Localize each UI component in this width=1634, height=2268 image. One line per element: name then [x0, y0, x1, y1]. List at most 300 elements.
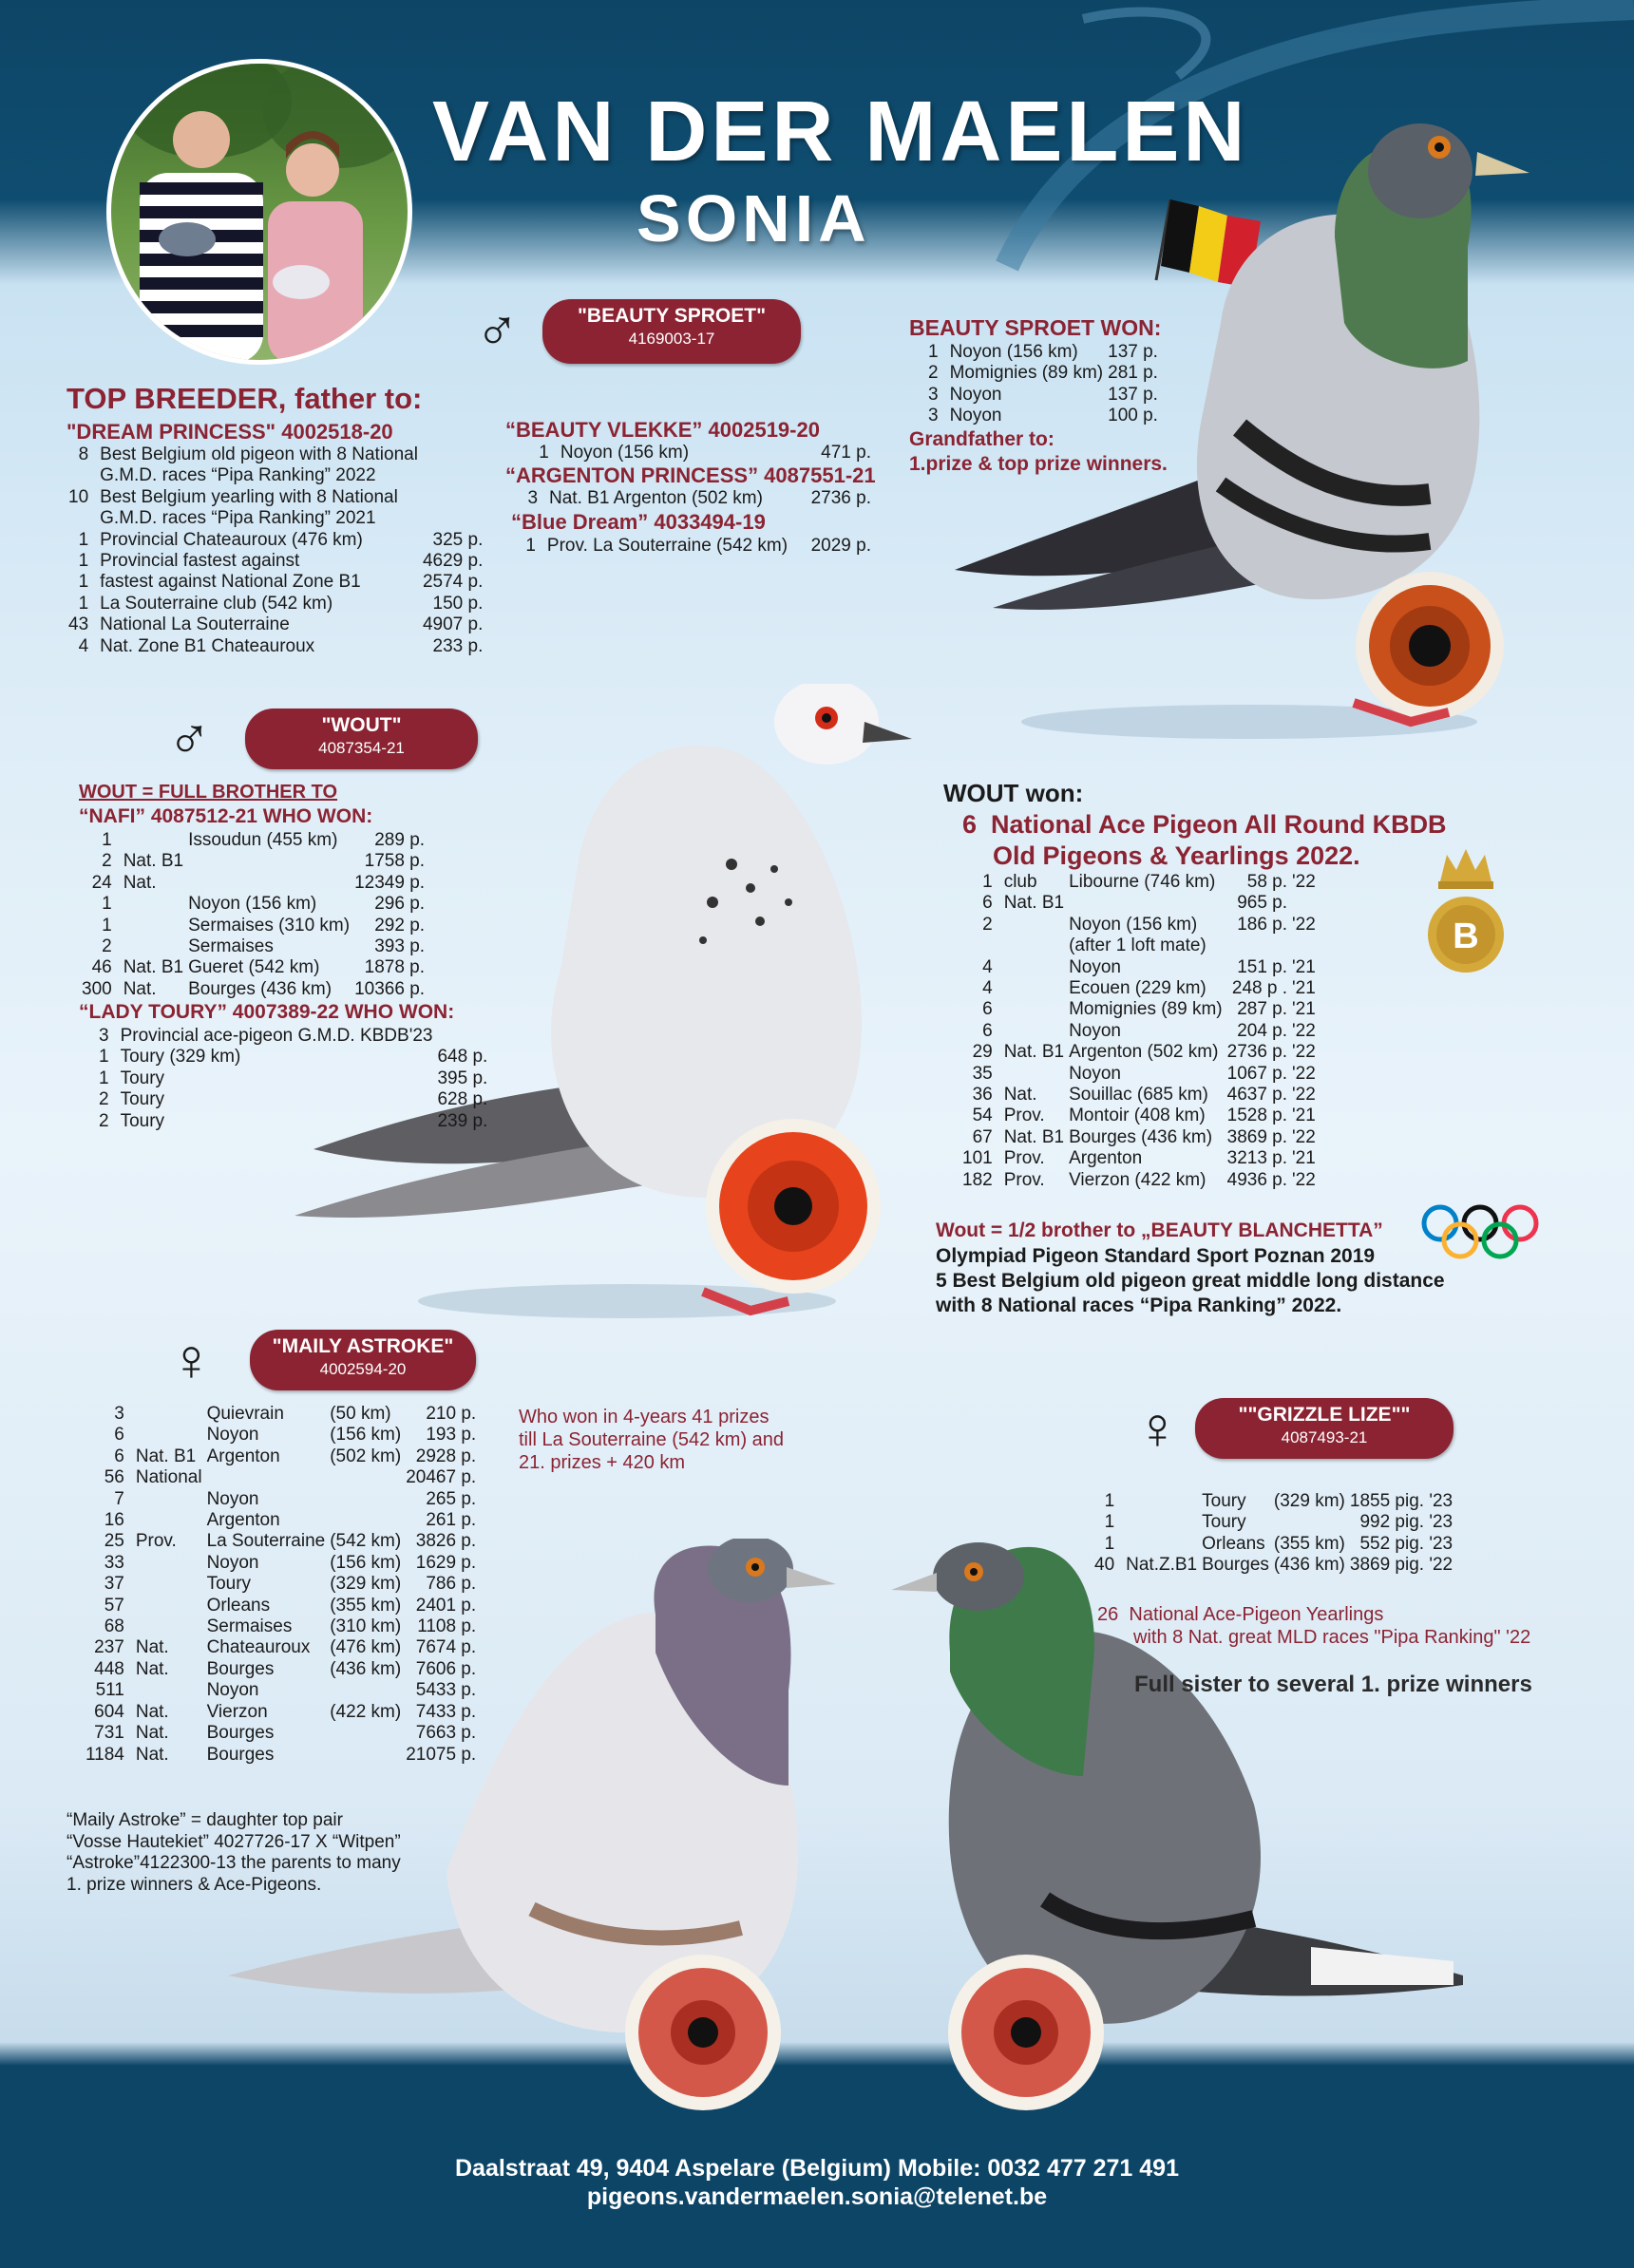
table-cell: 100 p.: [1108, 406, 1158, 426]
table-cell: fastest against National Zone B1: [100, 572, 361, 593]
table-cell: Momignies (89 km): [949, 363, 1104, 384]
table-cell: 1108 p.: [417, 1616, 477, 1637]
table-cell: Issoudun (455 km): [188, 830, 338, 850]
table-cell: Toury: [1202, 1491, 1246, 1511]
page-subtitle: SONIA: [636, 181, 871, 255]
table-cell: 25: [104, 1531, 124, 1552]
wout-ace-number: 6: [962, 810, 978, 839]
table-cell: 239 p.: [437, 1110, 488, 1131]
table-cell: [68, 508, 100, 529]
kbdb-badge-letter: B: [1453, 917, 1479, 956]
lady-toury-heading: “LADY TOURY” 4007389-22 WHO WON:: [79, 1001, 455, 1023]
table-cell: [1004, 1064, 1069, 1085]
table-cell: 3213 p.: [1226, 1148, 1288, 1169]
table-cell: 3: [99, 1026, 109, 1046]
table-cell: 4629 p.: [422, 551, 484, 572]
table-cell: 786 p.: [426, 1574, 477, 1595]
table-cell: Toury: [1202, 1512, 1246, 1533]
maily-note-line-1: Who won in 4-years 41 prizes: [519, 1407, 770, 1427]
table-cell: [136, 1680, 207, 1701]
table-cell: 1: [78, 593, 89, 614]
table-cell: 1528 p.: [1226, 1106, 1288, 1126]
table-cell: Noyon (156 km): [949, 342, 1078, 362]
table-cell: [423, 465, 487, 486]
table-cell: 6: [982, 1020, 993, 1041]
table-cell: (436 km): [330, 1658, 402, 1679]
table-cell: 1: [928, 342, 939, 362]
table-cell: Montoir (408 km): [1069, 1106, 1206, 1126]
table-cell: Nat.: [135, 1744, 169, 1765]
table-cell: (310 km): [330, 1616, 402, 1637]
table-cell: 33: [104, 1552, 124, 1573]
table-row: [86, 1574, 481, 1595]
table-cell: 1878 p.: [364, 957, 426, 978]
table-row: [962, 1042, 1320, 1063]
table-row: [86, 1489, 481, 1510]
table-cell: [330, 1745, 406, 1766]
table-cell: [1227, 936, 1292, 956]
wout-half-brother: Wout = 1/2 brother to „BEAUTY BLANCHETTA”: [936, 1219, 1383, 1241]
grandfather-note: [909, 427, 1168, 477]
maily-results-table: [86, 1404, 481, 1766]
table-cell: 7674 p.: [415, 1637, 477, 1658]
table-cell: Nat.Z.B1: [1126, 1555, 1198, 1576]
dream-princess-table: [68, 444, 487, 657]
wout-won-title: WOUT won:: [943, 779, 1084, 807]
table-cell: National: [135, 1467, 202, 1488]
table-cell: club: [1003, 872, 1037, 892]
table-cell: 1: [525, 536, 536, 556]
table-cell: Best Belgium old pigeon with 8 National: [100, 444, 418, 464]
table-cell: Argenton: [206, 1510, 280, 1531]
table-cell: 16: [104, 1510, 124, 1531]
table-row: [99, 1068, 492, 1089]
table-row: [962, 893, 1320, 914]
wout-ace-line-2: Old Pigeons & Yearlings 2022.: [993, 841, 1360, 870]
male-symbol-icon: ♂: [475, 298, 520, 364]
table-cell: [136, 1596, 207, 1616]
table-cell: 43: [68, 614, 89, 635]
grizzle-name: ""GRIZZLE LIZE"": [1238, 1404, 1411, 1426]
table-cell: 2: [99, 1089, 109, 1110]
table-cell: Bourges: [1202, 1555, 1269, 1576]
table-cell: 12349 p.: [354, 872, 426, 893]
table-cell: Vierzon: [206, 1701, 268, 1722]
owner-photo: [106, 59, 412, 365]
table-cell: Nat. B1: [1003, 1042, 1065, 1063]
table-row: [68, 487, 487, 508]
table-cell: 7433 p.: [415, 1701, 477, 1722]
table-row: [86, 1702, 481, 1723]
table-row: [524, 536, 876, 557]
table-cell: [136, 1404, 207, 1425]
table-cell: 1: [982, 872, 993, 892]
table-row: [1094, 1555, 1457, 1576]
olympiad-line-2: 5 Best Belgium old pigeon great middle long distance: [936, 1270, 1445, 1292]
table-cell: Nat. B1: [1003, 1126, 1065, 1147]
table-cell: (after 1 loft mate): [1069, 936, 1206, 956]
table-cell: 233 p.: [432, 635, 484, 656]
table-row: [928, 385, 1163, 406]
table-cell: 3: [114, 1404, 124, 1424]
table-row: [86, 1553, 481, 1574]
table-cell: '22: [1292, 1020, 1316, 1041]
table-row: [86, 1637, 481, 1658]
table-cell: 182: [962, 1169, 993, 1190]
table-row: [68, 594, 487, 614]
table-cell: [423, 444, 487, 465]
table-cell: 604: [94, 1701, 124, 1722]
argenton-princess-table: [524, 488, 876, 509]
table-cell: [1292, 893, 1320, 914]
table-cell: 393 p.: [374, 936, 426, 957]
wout-label: [245, 709, 478, 769]
table-row: [68, 530, 487, 551]
table-cell: [1126, 1512, 1202, 1533]
lady-toury-table: [99, 1026, 492, 1132]
table-cell: [330, 1723, 406, 1744]
table-row: [82, 851, 429, 872]
table-cell: 20467 p.: [406, 1467, 477, 1488]
table-cell: Libourne (746 km): [1069, 872, 1216, 892]
wout-brother-line: WOUT = FULL BROTHER TO: [79, 782, 338, 803]
table-cell: [1004, 999, 1069, 1020]
grizzle-ace-line-2: with 8 Nat. great MLD races "Pipa Ranking" '22: [1133, 1627, 1531, 1648]
table-cell: Nat.: [1003, 1085, 1037, 1106]
table-cell: 193 p.: [426, 1425, 477, 1446]
table-cell: 58 p.: [1246, 872, 1288, 892]
table-cell: 7: [114, 1488, 124, 1509]
table-cell: 2736 p.: [810, 488, 871, 508]
table-cell: [1292, 936, 1320, 956]
table-cell: La Souterraine: [206, 1531, 326, 1552]
table-cell: (329 km): [1273, 1491, 1345, 1511]
table-cell: 552 pig. '23: [1359, 1533, 1454, 1554]
table-row: [82, 936, 429, 957]
table-cell: 151 p.: [1237, 956, 1288, 977]
table-cell: Noyon (156 km): [560, 443, 690, 463]
table-row: [962, 915, 1320, 936]
wout-ace-title: [962, 809, 1447, 872]
table-cell: [68, 465, 100, 486]
table-cell: 3: [928, 384, 939, 405]
table-cell: [207, 1467, 331, 1488]
table-cell: 296 p.: [374, 894, 426, 915]
grizzle-lize-label: [1195, 1398, 1454, 1459]
table-cell: 965 p.: [1237, 893, 1288, 914]
table-cell: 57: [104, 1595, 124, 1616]
table-row: [68, 508, 487, 529]
maily-parents-line-4: 1. prize winners & Ace-Pigeons.: [66, 1874, 322, 1895]
table-cell: 6: [114, 1446, 124, 1466]
table-row: [86, 1425, 481, 1446]
maily-note-line-2: till La Souterraine (542 km) and: [519, 1429, 785, 1450]
table-row: [962, 1148, 1320, 1169]
table-cell: 1758 p.: [364, 851, 426, 872]
grizzle-ring: 4087493-21: [1281, 1428, 1368, 1446]
table-cell: [136, 1489, 207, 1510]
dream-princess-heading: "DREAM PRINCESS" 4002518-20: [66, 420, 393, 444]
table-row: [962, 936, 1320, 956]
table-cell: '21: [1292, 999, 1316, 1020]
table-cell: 1: [78, 572, 89, 593]
table-cell: [330, 1489, 406, 1510]
kbdb-crown-badge-icon: [1423, 843, 1509, 976]
table-row: [68, 572, 487, 593]
table-cell: 3826 p.: [415, 1531, 477, 1552]
beauty-sproet-name: "BEAUTY SPROET": [577, 305, 767, 327]
grizzle-ace-note: [1097, 1603, 1530, 1649]
table-cell: National La Souterraine: [100, 614, 290, 635]
table-cell: 5433 p.: [415, 1680, 477, 1701]
table-cell: 1184: [86, 1744, 124, 1765]
table-cell: Noyon: [949, 406, 1002, 426]
table-row: [86, 1531, 481, 1552]
table-cell: Vierzon (422 km): [1069, 1169, 1206, 1190]
female-symbol-icon: ♀: [169, 1328, 214, 1393]
page-title: VAN DER MAELEN: [432, 85, 1249, 180]
table-cell: Argenton: [206, 1446, 280, 1466]
table-cell: [330, 1467, 406, 1488]
table-cell: Noyon: [949, 384, 1002, 405]
table-cell: '21: [1292, 1148, 1316, 1169]
table-row: [86, 1596, 481, 1616]
table-row: [99, 1026, 492, 1047]
table-cell: Toury (329 km): [120, 1047, 241, 1068]
table-cell: 46: [91, 957, 112, 978]
table-cell: [136, 1553, 207, 1574]
table-row: [962, 957, 1320, 978]
table-cell: (436 km): [1273, 1555, 1345, 1576]
table-cell: Orleans: [1202, 1533, 1265, 1554]
table-cell: [124, 894, 188, 915]
table-cell: Momignies (89 km): [1069, 999, 1223, 1020]
footer-email[interactable]: pigeons.vandermaelen.sonia@telenet.be: [586, 2183, 1048, 2210]
table-cell: 150 p.: [432, 593, 484, 614]
table-cell: 10366 p.: [354, 978, 426, 999]
table-cell: 6: [114, 1425, 124, 1446]
table-row: [962, 1064, 1320, 1085]
table-cell: 2029 p.: [810, 536, 871, 556]
maily-note-line-3: 21. prizes + 420 km: [519, 1452, 686, 1473]
table-cell: 2574 p.: [422, 572, 484, 593]
table-cell: Gueret (542 km): [188, 957, 320, 978]
table-cell: [136, 1510, 207, 1531]
table-cell: Toury: [120, 1068, 165, 1088]
beauty-sproet-won-table: [928, 342, 1163, 427]
table-cell: 35: [972, 1063, 993, 1084]
table-cell: Noyon (156 km): [1069, 914, 1198, 935]
footer-address: Daalstraat 49, 9404 Aspelare (Belgium) Mobile: 0032 477 271 491: [455, 2155, 1179, 2182]
table-row: [524, 443, 876, 463]
maily-ring: 4002594-20: [319, 1360, 407, 1378]
table-cell: 3: [928, 406, 939, 426]
table-row: [68, 614, 487, 635]
grizzle-sister-note: Full sister to several 1. prize winners: [1134, 1672, 1532, 1697]
olympiad-line-1: Olympiad Pigeon Standard Sport Poznan 2019: [936, 1245, 1376, 1267]
table-cell: Noyon: [206, 1425, 259, 1446]
table-row: [1094, 1491, 1457, 1512]
table-row: [962, 1170, 1320, 1191]
table-cell: 395 p.: [437, 1068, 488, 1088]
table-cell: G.M.D. races “Pipa Ranking” 2021: [100, 508, 376, 529]
table-cell: '22: [1292, 1126, 1316, 1147]
table-cell: 448: [94, 1658, 124, 1679]
table-cell: 24: [91, 872, 112, 893]
table-row: [68, 551, 487, 572]
table-cell: (355 km): [330, 1595, 402, 1616]
table-cell: G.M.D. races “Pipa Ranking” 2022: [100, 465, 376, 486]
table-cell: [962, 936, 1004, 956]
table-cell: 21075 p.: [406, 1744, 477, 1765]
table-row: [68, 636, 487, 657]
owners-illustration: [111, 64, 408, 360]
maily-name: "MAILY ASTROKE": [272, 1335, 454, 1357]
table-cell: '22: [1292, 1042, 1316, 1063]
table-cell: [1004, 936, 1069, 956]
table-cell: 3869 p.: [1226, 1126, 1288, 1147]
table-cell: Chateauroux: [206, 1637, 311, 1658]
table-cell: (355 km): [1273, 1533, 1345, 1554]
table-cell: [124, 936, 188, 957]
grizzle-ace-number: 26: [1097, 1604, 1119, 1625]
table-cell: 1: [99, 1047, 109, 1068]
table-cell: '22: [1292, 1085, 1316, 1106]
table-cell: [423, 508, 487, 529]
table-row: [962, 1106, 1320, 1126]
table-cell: 4637 p.: [1226, 1085, 1288, 1106]
table-cell: Provincial Chateauroux (476 km): [100, 529, 363, 550]
table-cell: 2928 p.: [415, 1446, 477, 1466]
table-cell: 29: [972, 1042, 993, 1063]
table-cell: 40: [1094, 1555, 1115, 1576]
table-cell: Nat.: [135, 1701, 169, 1722]
table-cell: 281 p.: [1108, 363, 1158, 384]
table-cell: '22: [1292, 914, 1316, 935]
table-cell: 2736 p.: [1226, 1042, 1288, 1063]
maily-note: [519, 1406, 784, 1474]
table-cell: 1629 p.: [415, 1552, 477, 1573]
table-cell: Nat. B1 Argenton (502 km): [549, 488, 763, 508]
table-cell: [1004, 1021, 1069, 1042]
table-cell: [136, 1616, 207, 1637]
table-cell: Nat. B1: [123, 957, 184, 978]
female-symbol-icon-grizzle: ♀: [1135, 1396, 1180, 1462]
table-cell: '21: [1292, 978, 1316, 999]
table-cell: [136, 1425, 207, 1446]
table-cell: 2401 p.: [415, 1595, 477, 1616]
table-cell: Nat. Zone B1 Chateauroux: [100, 635, 315, 656]
maily-parents-line-2: “Vosse Hautekiet” 4027726-17 X “Witpen”: [66, 1831, 401, 1852]
table-row: [68, 465, 487, 486]
table-cell: 2: [982, 914, 993, 935]
wout-ace-line-1: National Ace Pigeon All Round KBDB: [991, 810, 1447, 839]
table-cell: 1: [1104, 1533, 1115, 1554]
table-cell: [1004, 915, 1069, 936]
table-cell: [423, 487, 487, 508]
table-cell: 204 p.: [1237, 1020, 1288, 1041]
table-cell: 2: [99, 1110, 109, 1131]
table-cell: Provincial ace-pigeon G.M.D. KBDB'23: [120, 1026, 433, 1046]
table-cell: (422 km): [330, 1701, 402, 1722]
table-cell: [437, 1026, 492, 1047]
beauty-sproet-won-title: BEAUTY SPROET WON:: [909, 315, 1162, 340]
table-cell: 511: [95, 1680, 124, 1701]
table-cell: Prov.: [1003, 1148, 1045, 1169]
contact-footer: [0, 2154, 1634, 2211]
table-row: [928, 342, 1163, 363]
table-cell: '22: [1292, 872, 1316, 892]
table-cell: Bourges: [206, 1723, 275, 1744]
table-cell: 4907 p.: [422, 614, 484, 635]
table-row: [86, 1723, 481, 1744]
blue-dream-heading: “Blue Dream” 4033494-19: [511, 510, 766, 534]
table-cell: 6: [982, 999, 993, 1020]
maily-parents-note: [66, 1810, 401, 1896]
table-cell: 36: [972, 1085, 993, 1106]
table-cell: 4: [982, 956, 993, 977]
grizzle-ace-line-1: National Ace-Pigeon Yearlings: [1129, 1604, 1384, 1625]
table-cell: Argenton: [1069, 1148, 1143, 1169]
table-cell: Noyon: [206, 1680, 259, 1701]
table-cell: 325 p.: [432, 529, 484, 550]
table-cell: Toury: [206, 1574, 252, 1595]
table-row: [928, 363, 1163, 384]
table-cell: [124, 830, 188, 851]
beauty-vlekke-heading: “BEAUTY VLEKKE” 4002519-20: [505, 418, 820, 442]
table-cell: [124, 916, 188, 936]
table-row: [962, 872, 1320, 893]
table-cell: (476 km): [330, 1637, 402, 1658]
grandfather-line-2: 1.prize & top prize winners.: [909, 453, 1168, 475]
table-cell: 4936 p.: [1226, 1169, 1288, 1190]
argenton-princess-heading: “ARGENTON PRINCESS” 4087551-21: [505, 463, 876, 487]
table-cell: 261 p.: [426, 1510, 477, 1531]
table-cell: 237: [94, 1637, 124, 1658]
table-row: [524, 488, 876, 509]
table-cell: 1: [99, 1068, 109, 1088]
table-cell: '22: [1292, 1169, 1316, 1190]
table-cell: 2: [928, 363, 939, 384]
table-cell: Toury: [120, 1110, 165, 1131]
table-cell: 6: [982, 893, 993, 914]
table-cell: 1067 p.: [1226, 1063, 1288, 1084]
table-cell: [1126, 1534, 1202, 1555]
table-cell: Sermaises: [188, 936, 274, 957]
table-cell: Nat. B1: [1003, 893, 1065, 914]
table-cell: Prov. La Souterraine (542 km): [546, 536, 788, 556]
top-breeder-heading: TOP BREEDER, father to:: [66, 382, 423, 415]
table-row: [99, 1089, 492, 1110]
table-row: [99, 1111, 492, 1132]
table-cell: [188, 851, 354, 872]
table-cell: Noyon (156 km): [188, 894, 317, 915]
table-row: [1094, 1512, 1457, 1533]
table-cell: Nat. B1: [135, 1446, 197, 1466]
table-cell: (156 km): [330, 1425, 402, 1446]
table-cell: Nat.: [123, 872, 157, 893]
table-cell: Prov.: [1003, 1169, 1045, 1190]
table-cell: Bourges (436 km): [188, 978, 332, 999]
table-row: [86, 1510, 481, 1531]
table-cell: (502 km): [330, 1446, 402, 1466]
table-cell: 137 p.: [1108, 342, 1158, 362]
table-cell: Quievrain: [206, 1404, 284, 1424]
table-cell: 3: [527, 488, 539, 508]
table-cell: Bourges: [206, 1658, 275, 1679]
table-cell: Nat.: [123, 978, 157, 999]
table-row: [86, 1659, 481, 1680]
